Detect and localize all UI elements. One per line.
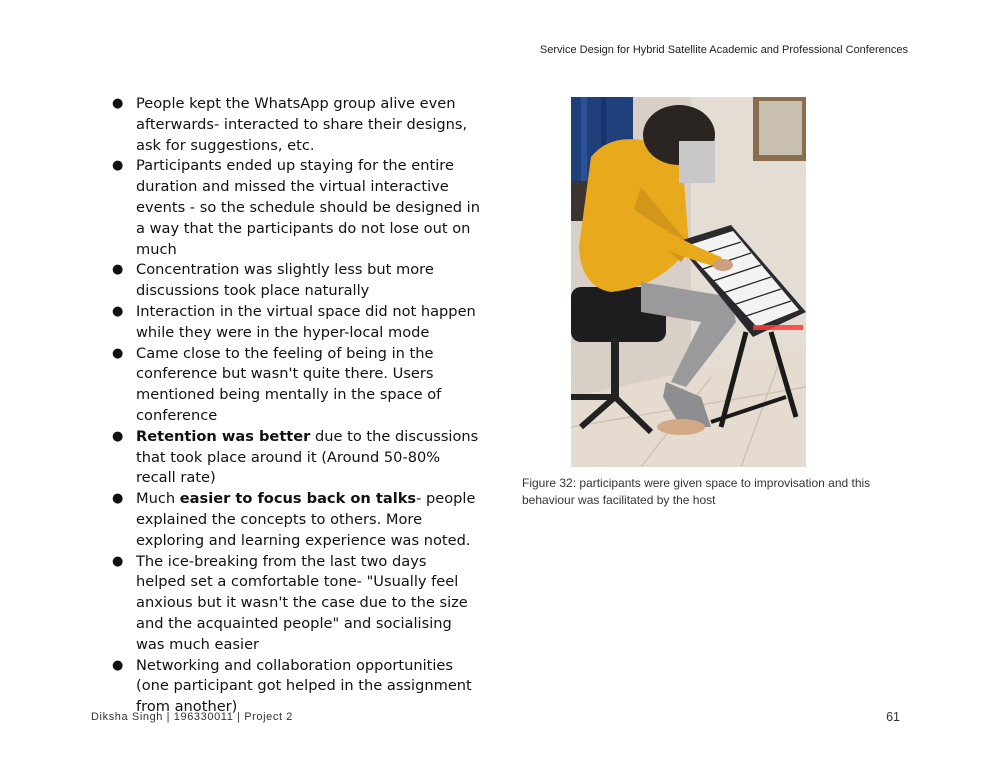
list-item: ● People kept the WhatsApp group alive even afterwards- interacted to share their designs, ask for suggestions, etc.: [110, 94, 480, 156]
figure-caption: Figure 32: participants were given space to improvisation and this behaviour was facilitated by the host: [522, 476, 871, 507]
emphasis-text: easier to focus back on talks: [179, 490, 417, 508]
list-item: ● Interaction in the virtual space did not happen while they were in the hyper-local mode: [110, 302, 480, 344]
list-item: ● Much easier to focus back on talks- people explained the concepts to others. More exploring and learning experience was noted.: [110, 489, 480, 551]
list-item: ● Networking and collaboration opportunities (one participant got helped in the assignment from another): [110, 656, 480, 718]
running-header: Service Design for Hybrid Satellite Academic and Professional Conferences: [539, 44, 908, 56]
footer-author-line: Diksha Singh | 196330011 | Project 2: [91, 711, 294, 723]
list-item: ● Concentration was slightly less but more discussions took place naturally: [110, 260, 480, 302]
list-item: ● The ice-breaking from the last two days helped set a comfortable tone- "Usually feel anxious but it wasn't the case due to the size and the acquainted people" and socialising was much easier: [110, 552, 480, 656]
list-item: ● Participants ended up staying for the entire duration and missed the virtual interactive events - so the schedule should be designed in a way that the participants do not lose out on much: [110, 156, 480, 260]
list-item: ● Retention was better due to the discussions that took place around it (Around 50-80% recall rate): [110, 427, 480, 489]
participant-keyboard-photo: [571, 97, 806, 467]
list-item: ● Came close to the feeling of being in the conference but wasn't quite there. Users mentioned being mentally in the space of conference: [110, 344, 480, 427]
emphasis-text: Retention was better: [136, 427, 311, 445]
page-number: 61: [886, 710, 900, 724]
findings-list: [110, 94, 480, 718]
